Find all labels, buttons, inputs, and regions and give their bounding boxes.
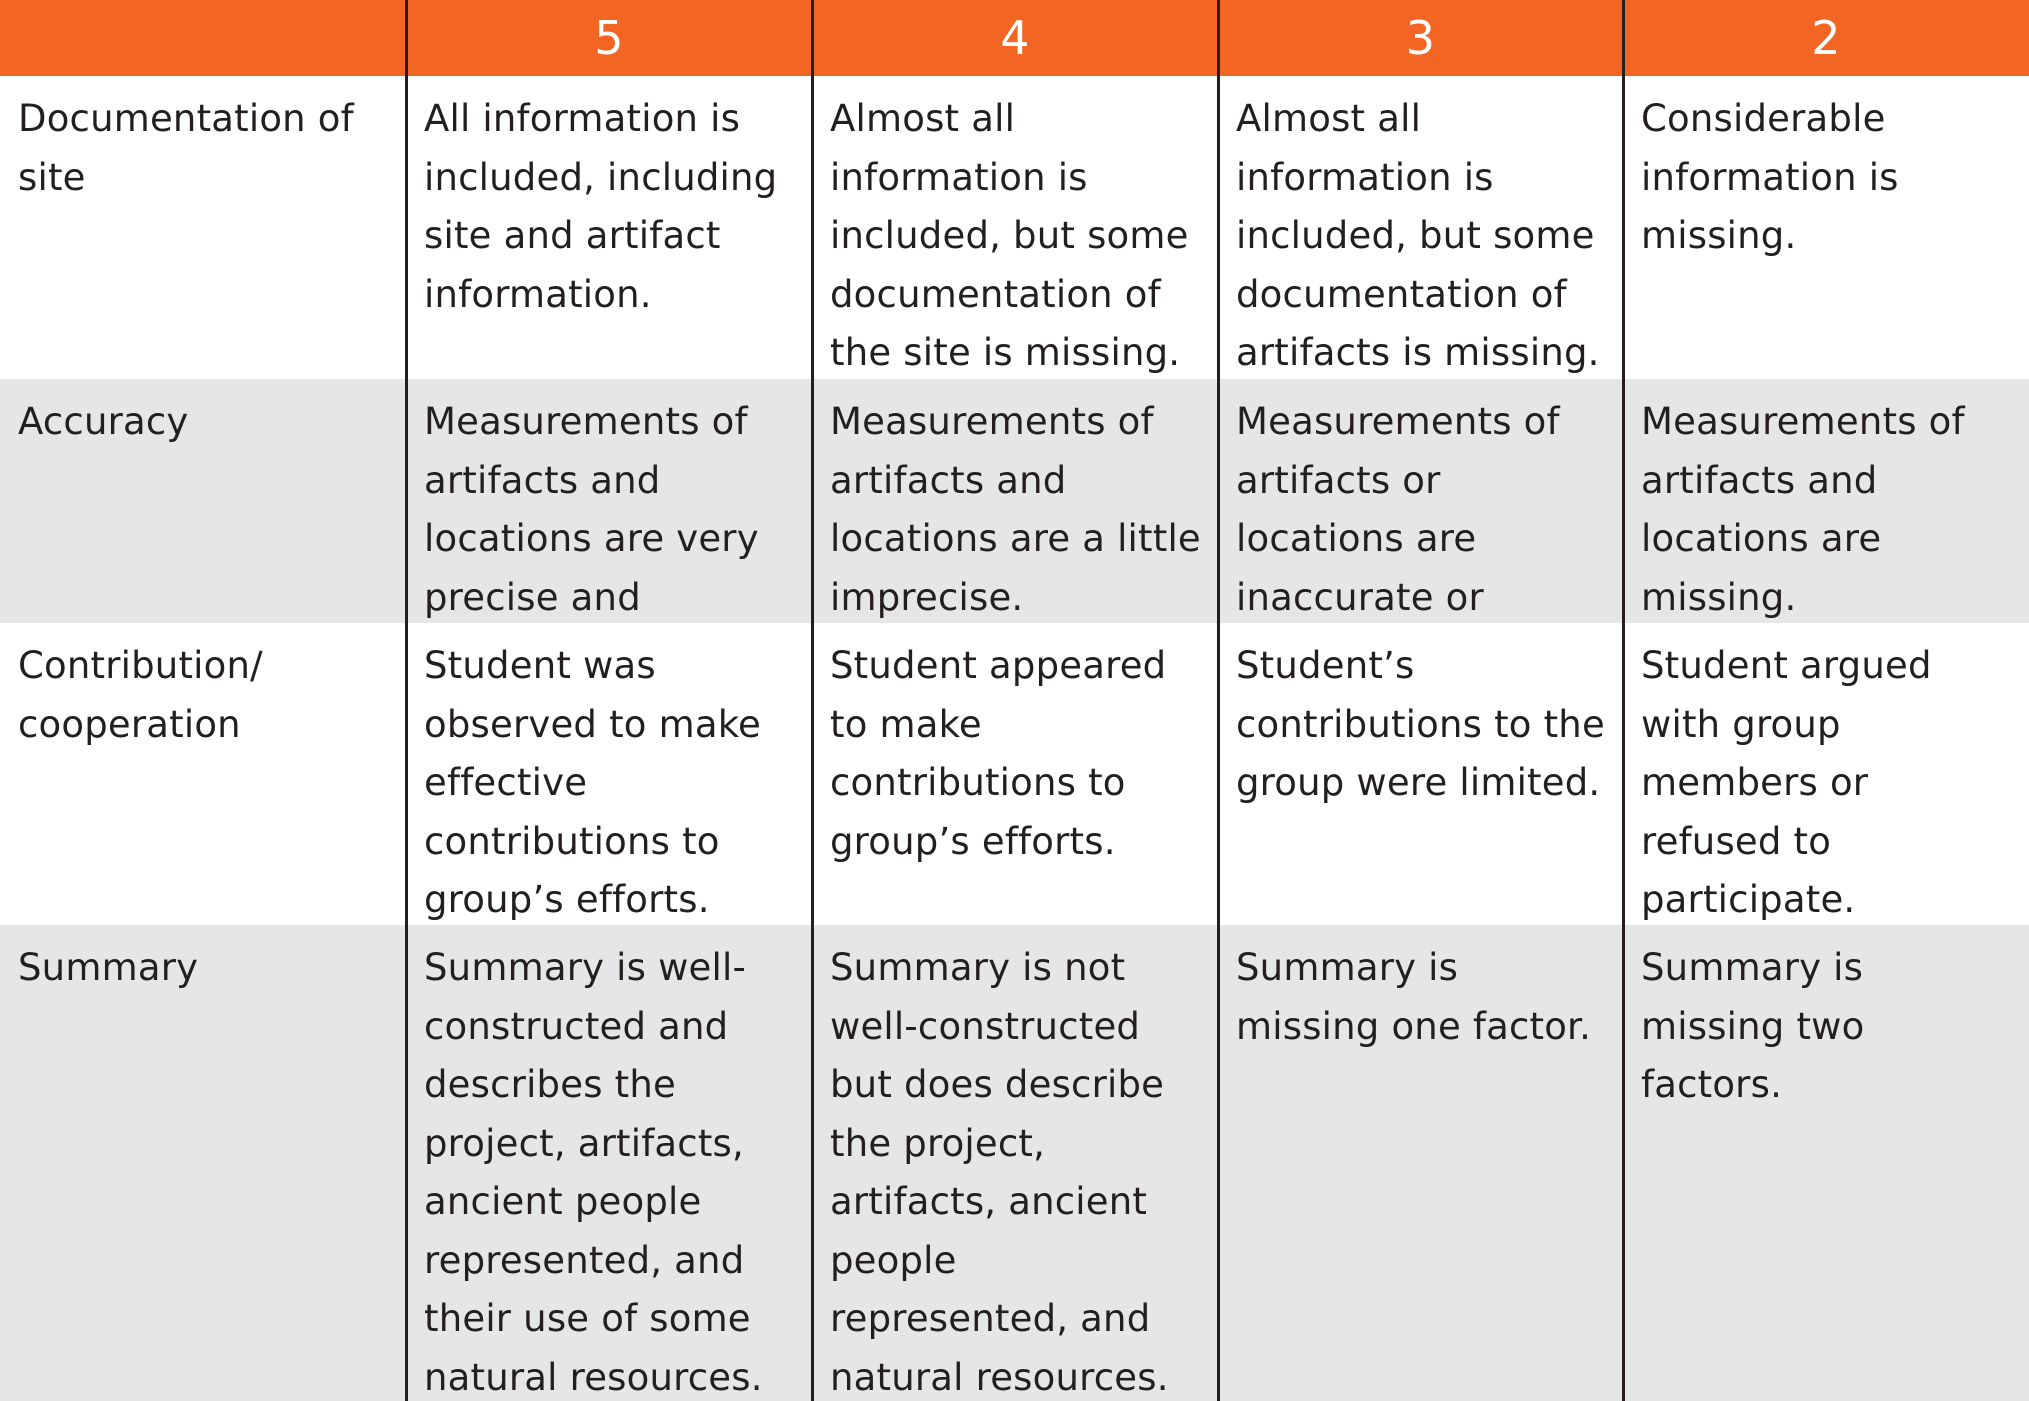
column-divider bbox=[1622, 0, 1625, 1401]
cell-contribution-4: Student appeared to make contributions to group’s efforts. bbox=[812, 623, 1218, 925]
criterion-documentation: Documentation of site bbox=[0, 76, 406, 379]
cell-summary-2: Summary is missing two factors. bbox=[1623, 925, 2029, 1401]
cell-accuracy-2: Measurements of artifacts and locations are missing. bbox=[1623, 379, 2029, 623]
cell-summary-4: Summary is not well-constructed but does describe the project, artifacts, ancient people represented, and natural resources. bbox=[812, 925, 1218, 1401]
cell-accuracy-5: Measurements of artifacts and locations are very precise and bbox=[406, 379, 812, 623]
header-level-3: 3 bbox=[1218, 0, 1623, 76]
cell-accuracy-3: Measurements of artifacts or locations are inaccurate or bbox=[1218, 379, 1623, 623]
criterion-accuracy: Accuracy bbox=[0, 379, 406, 623]
cell-accuracy-4: Measurements of artifacts and locations are a little imprecise. bbox=[812, 379, 1218, 623]
column-divider bbox=[811, 0, 814, 1401]
cell-summary-3: Summary is missing one factor. bbox=[1218, 925, 1623, 1401]
cell-documentation-4: Almost all information is included, but some documentation of the site is missing. bbox=[812, 76, 1218, 379]
header-corner-cell bbox=[0, 0, 406, 76]
criterion-contribution: Contribution/ cooperation bbox=[0, 623, 406, 925]
criterion-summary: Summary bbox=[0, 925, 406, 1401]
cell-contribution-2: Student argued with group members or refused to participate. bbox=[1623, 623, 2029, 925]
cell-contribution-5: Student was observed to make effective contributions to group’s efforts. bbox=[406, 623, 812, 925]
column-divider bbox=[405, 0, 408, 1401]
cell-documentation-5: All information is included, including site and artifact information. bbox=[406, 76, 812, 379]
header-level-4: 4 bbox=[812, 0, 1218, 76]
column-divider bbox=[1217, 0, 1220, 1401]
header-level-5: 5 bbox=[406, 0, 812, 76]
cell-summary-5: Summary is well-constructed and describes the project, artifacts, ancient people represented, and their use of some natural resources. bbox=[406, 925, 812, 1401]
cell-documentation-3: Almost all information is included, but some documentation of artifacts is missing. bbox=[1218, 76, 1623, 379]
cell-documentation-2: Considerable information is missing. bbox=[1623, 76, 2029, 379]
cell-contribution-3: Student’s contributions to the group were limited. bbox=[1218, 623, 1623, 925]
header-level-2: 2 bbox=[1623, 0, 2029, 76]
